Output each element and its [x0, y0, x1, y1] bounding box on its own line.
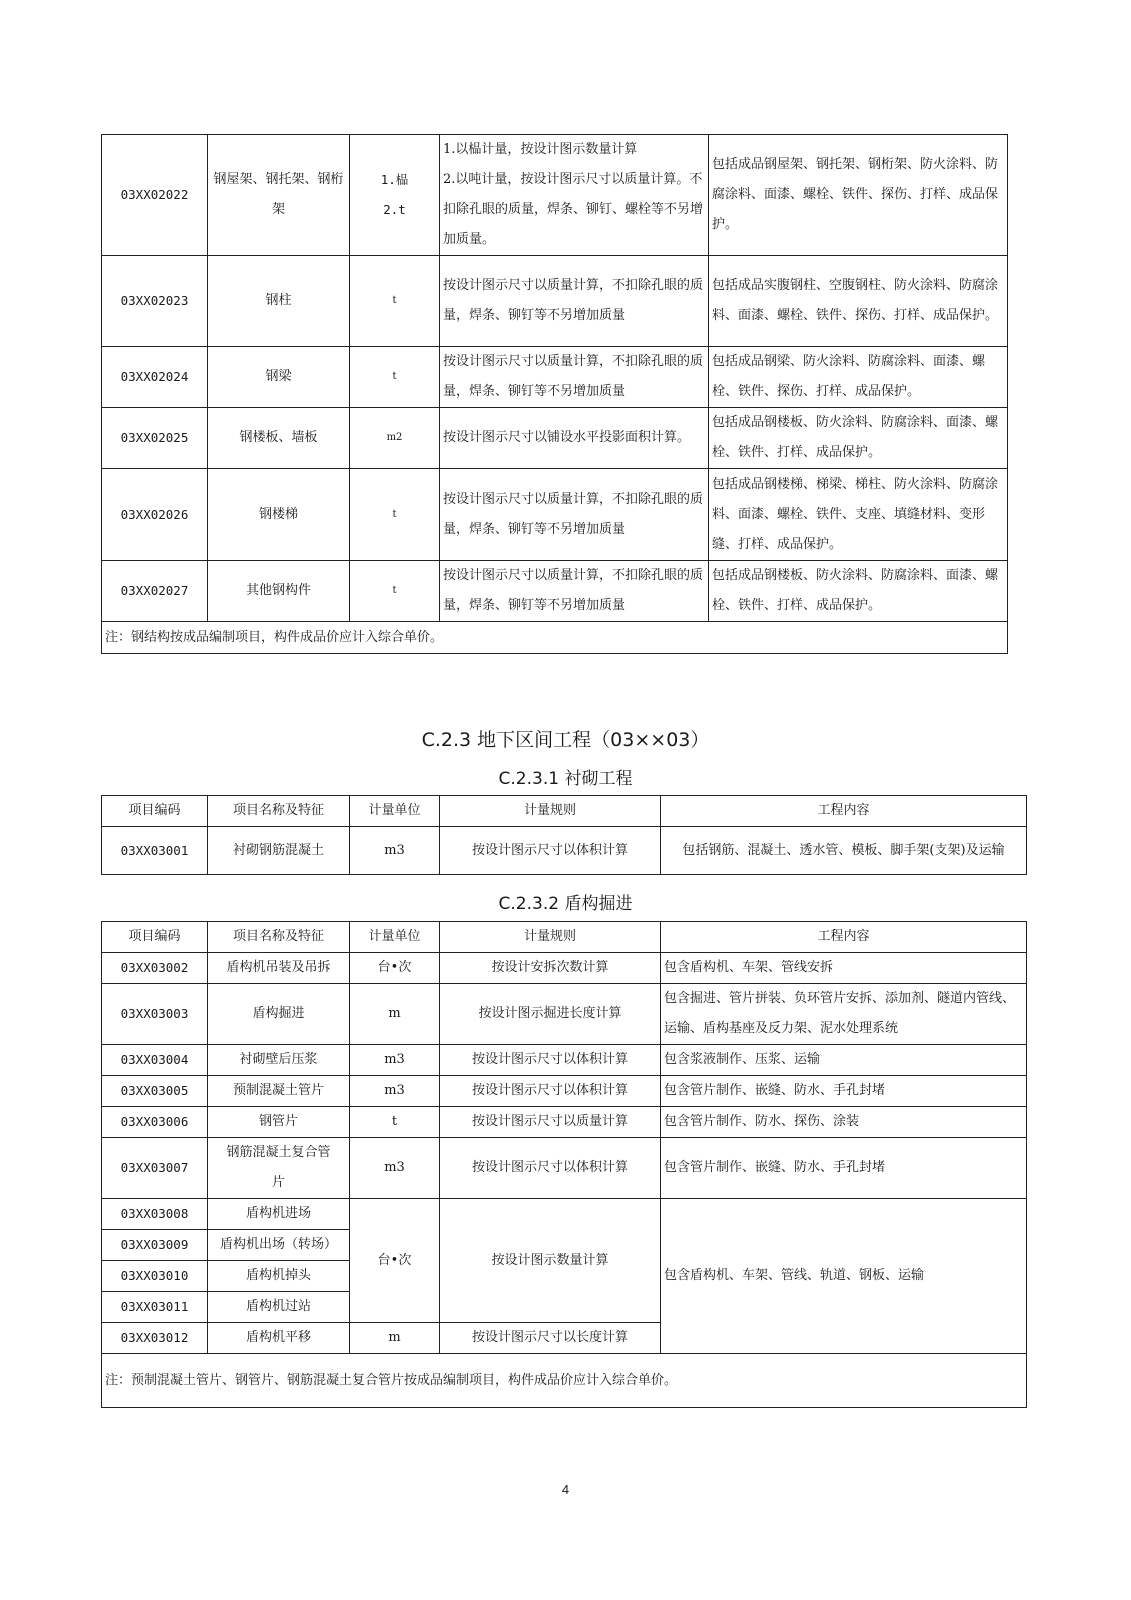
item-unit: 台•次 [350, 1199, 440, 1323]
item-unit: m [350, 1323, 440, 1354]
item-rule: 按设计图示尺寸以质量计算 [440, 1107, 661, 1138]
item-content: 包含浆液制作、压浆、运输 [661, 1045, 1027, 1076]
item-code: 03XX03011 [102, 1292, 208, 1323]
item-rule: 按设计图示尺寸以质量计算，不扣除孔眼的质量，焊条、铆钉等不另增加质量 [440, 561, 709, 622]
item-name: 衬砌钢筋混凝土 [208, 827, 350, 875]
table-header-row [102, 796, 1027, 827]
item-name: 钢柱 [208, 256, 350, 347]
table-row [102, 1199, 1027, 1230]
item-name: 盾构机过站 [208, 1292, 350, 1323]
item-code: 03XX03008 [102, 1199, 208, 1230]
item-content: 包括成品钢楼梯、梯梁、梯柱、防火涂料、防腐涂料、面漆、螺栓、铁件、支座、填缝材料、变形缝、打样、成品保护。 [709, 469, 1008, 561]
subsection-title-shield: C.2.3.2 盾构掘进 [498, 894, 633, 914]
item-name: 钢筋混凝土复合管 片 [208, 1138, 350, 1199]
item-rule: 按设计图示尺寸以质量计算，不扣除孔眼的质量，焊条、铆钉等不另增加质量 [440, 469, 709, 561]
item-unit: t [350, 561, 440, 622]
item-unit: 1.榀 2.t [350, 135, 440, 256]
item-name: 盾构机进场 [208, 1199, 350, 1230]
item-name: 预制混凝土管片 [208, 1076, 350, 1107]
table-row [102, 1138, 1027, 1199]
header-name: 项目名称及特征 [208, 922, 350, 953]
item-code: 03XX02027 [102, 561, 208, 622]
steel-structure-table [101, 134, 1008, 654]
item-content: 包含盾构机、车架、管线安拆 [661, 953, 1027, 984]
item-name: 钢管片 [208, 1107, 350, 1138]
item-name: 钢楼板、墙板 [208, 408, 350, 469]
subsection-title-lining: C.2.3.1 衬砌工程 [498, 769, 633, 789]
item-code: 03XX03004 [102, 1045, 208, 1076]
item-rule: 1.以榀计量，按设计图示数量计算 2.以吨计量，按设计图示尺寸以质量计算。不扣除孔眼的质量，焊条、铆钉、螺栓等不另增加质量。 [440, 135, 709, 256]
item-code: 03XX03012 [102, 1323, 208, 1354]
item-unit: m3 [350, 1076, 440, 1107]
section-title: C.2.3 地下区间工程（03××03） [421, 729, 710, 751]
item-unit: 台•次 [350, 953, 440, 984]
shield-tunneling-table [101, 921, 1027, 1408]
table-note: 注：预制混凝土管片、钢管片、钢筋混凝土复合管片按成品编制项目，构件成品价应计入综合单价。 [102, 1354, 1027, 1408]
item-rule: 按设计图示尺寸以铺设水平投影面积计算。 [440, 408, 709, 469]
item-code: 03XX02025 [102, 408, 208, 469]
table-row [102, 953, 1027, 984]
item-rule: 按设计图示尺寸以质量计算，不扣除孔眼的质量，焊条、铆钉等不另增加质量 [440, 256, 709, 347]
item-name: 盾构机平移 [208, 1323, 350, 1354]
item-unit: t [350, 256, 440, 347]
header-rule: 计量规则 [440, 796, 661, 827]
item-code: 03XX02026 [102, 469, 208, 561]
item-unit: t [350, 347, 440, 408]
item-unit: m3 [350, 827, 440, 875]
table-row [102, 469, 1008, 561]
header-name: 项目名称及特征 [208, 796, 350, 827]
table-row [102, 347, 1008, 408]
item-code: 03XX02022 [102, 135, 208, 256]
page-number: 4 [561, 1482, 570, 1497]
table-row [102, 1107, 1027, 1138]
item-name: 盾构机掉头 [208, 1261, 350, 1292]
header-unit: 计量单位 [350, 922, 440, 953]
item-content: 包括成品实腹钢柱、空腹钢柱、防火涂料、防腐涂料、面漆、螺栓、铁件、探伤、打样、成品保护。 [709, 256, 1008, 347]
item-name: 其他钢构件 [208, 561, 350, 622]
item-unit: m2 [350, 408, 440, 469]
item-code: 03XX03006 [102, 1107, 208, 1138]
item-name: 盾构机吊装及吊拆 [208, 953, 350, 984]
item-content: 包括成品钢楼板、防火涂料、防腐涂料、面漆、螺栓、铁件、打样、成品保护。 [709, 408, 1008, 469]
item-content: 包含管片制作、嵌缝、防水、手孔封堵 [661, 1076, 1027, 1107]
item-content: 包括成品钢楼板、防火涂料、防腐涂料、面漆、螺栓、铁件、打样、成品保护。 [709, 561, 1008, 622]
item-name: 钢屋架、钢托架、钢桁 架 [208, 135, 350, 256]
item-content: 包含盾构机、车架、管线、轨道、钢板、运输 [661, 1199, 1027, 1354]
item-code: 03XX02023 [102, 256, 208, 347]
item-unit: m3 [350, 1138, 440, 1199]
item-rule: 按设计图示尺寸以长度计算 [440, 1323, 661, 1354]
item-code: 03XX03009 [102, 1230, 208, 1261]
item-unit: t [350, 469, 440, 561]
item-content: 包含管片制作、防水、探伤、涂装 [661, 1107, 1027, 1138]
item-code: 03XX03007 [102, 1138, 208, 1199]
item-name: 衬砌壁后压浆 [208, 1045, 350, 1076]
item-name: 钢梁 [208, 347, 350, 408]
header-code: 项目编码 [102, 796, 208, 827]
table-row [102, 561, 1008, 622]
table-note-row [102, 622, 1008, 654]
table-note: 注：钢结构按成品编制项目，构件成品价应计入综合单价。 [102, 622, 1008, 654]
item-unit: t [350, 1107, 440, 1138]
item-name: 钢楼梯 [208, 469, 350, 561]
item-content: 包括钢筋、混凝土、透水管、模板、脚手架(支架)及运输 [661, 827, 1027, 875]
table-row [102, 1076, 1027, 1107]
header-code: 项目编码 [102, 922, 208, 953]
item-name: 盾构掘进 [208, 984, 350, 1045]
item-code: 03XX03002 [102, 953, 208, 984]
item-rule: 按设计图示尺寸以体积计算 [440, 1045, 661, 1076]
table-row [102, 984, 1027, 1045]
header-content: 工程内容 [661, 796, 1027, 827]
item-rule: 按设计图示尺寸以体积计算 [440, 1138, 661, 1199]
item-unit: m3 [350, 1045, 440, 1076]
item-rule: 按设计图示数量计算 [440, 1199, 661, 1323]
item-code: 03XX03001 [102, 827, 208, 875]
item-rule: 按设计图示尺寸以体积计算 [440, 1076, 661, 1107]
item-code: 03XX03010 [102, 1261, 208, 1292]
item-name: 盾构机出场（转场） [208, 1230, 350, 1261]
header-content: 工程内容 [661, 922, 1027, 953]
item-rule: 按设计图示尺寸以体积计算 [440, 827, 661, 875]
item-code: 03XX03003 [102, 984, 208, 1045]
item-code: 03XX02024 [102, 347, 208, 408]
item-rule: 按设计图示尺寸以质量计算，不扣除孔眼的质量，焊条、铆钉等不另增加质量 [440, 347, 709, 408]
table-row [102, 256, 1008, 347]
item-content: 包含管片制作、嵌缝、防水、手孔封堵 [661, 1138, 1027, 1199]
item-content: 包含掘进、管片拼装、负环管片安拆、添加剂、隧道内管线、运输、盾构基座及反力架、泥水处理系统 [661, 984, 1027, 1045]
item-unit: m [350, 984, 440, 1045]
header-rule: 计量规则 [440, 922, 661, 953]
item-content: 包括成品钢屋架、钢托架、钢桁架、防火涂料、防腐涂料、面漆、螺栓、铁件、探伤、打样、成品保护。 [709, 135, 1008, 256]
table-row [102, 135, 1008, 256]
lining-table [101, 795, 1027, 875]
table-note-row [102, 1354, 1027, 1408]
table-row [102, 827, 1027, 875]
table-row [102, 408, 1008, 469]
table-header-row [102, 922, 1027, 953]
item-code: 03XX03005 [102, 1076, 208, 1107]
item-content: 包括成品钢梁、防火涂料、防腐涂料、面漆、螺栓、铁件、探伤、打样、成品保护。 [709, 347, 1008, 408]
item-rule: 按设计图示掘进长度计算 [440, 984, 661, 1045]
table-row [102, 1045, 1027, 1076]
item-rule: 按设计安拆次数计算 [440, 953, 661, 984]
header-unit: 计量单位 [350, 796, 440, 827]
